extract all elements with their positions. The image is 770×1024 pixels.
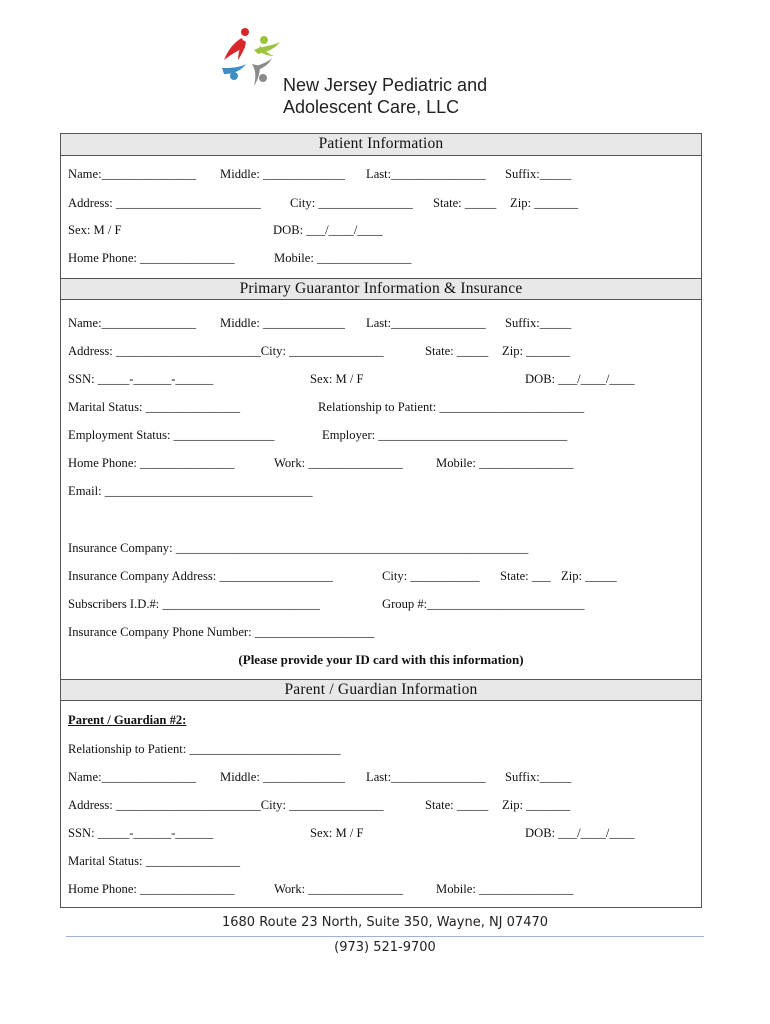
guarantor-phone-row bbox=[61, 454, 701, 472]
guarantor-middle-field[interactable]: Middle: _____________ bbox=[220, 316, 345, 330]
footer-address: 1680 Route 23 North, Suite 350, Wayne, NJ 07470 bbox=[221, 915, 549, 930]
patient-last-field[interactable]: Last:_______________ bbox=[366, 167, 486, 181]
guarantor-last-field[interactable]: Last:_______________ bbox=[366, 316, 486, 330]
parent-marital-row bbox=[61, 852, 701, 870]
insurance-address-row bbox=[61, 567, 701, 585]
guarantor-employment-field[interactable]: Employment Status: ________________ bbox=[68, 428, 275, 442]
guarantor-ssn-field[interactable]: SSN: _____-______-______ bbox=[68, 372, 214, 386]
parent-last-field[interactable]: Last:_______________ bbox=[366, 770, 486, 784]
parent-address-field[interactable]: Address: _______________________City: _______________ bbox=[68, 798, 384, 812]
insurance-state-field[interactable]: State: ___ bbox=[500, 569, 551, 583]
parent-relationship-row bbox=[61, 740, 701, 758]
parent-middle-field[interactable]: Middle: _____________ bbox=[220, 770, 345, 784]
insurance-phone-row bbox=[61, 623, 701, 641]
patient-zip-field[interactable]: Zip: _______ bbox=[510, 196, 579, 210]
parent-home-phone-field[interactable]: Home Phone: _______________ bbox=[68, 882, 235, 896]
section-header-guarantor: Primary Guarantor Information & Insurance bbox=[61, 278, 701, 300]
patient-address-field[interactable]: Address: _______________________ bbox=[68, 196, 261, 210]
section-header-patient: Patient Information bbox=[61, 134, 701, 156]
patient-address-row bbox=[61, 194, 701, 212]
footer-phone: (973) 521-9700 bbox=[334, 940, 436, 955]
parent-ssn-row bbox=[61, 824, 701, 842]
parent-guardian-subtitle: Parent / Guardian #2: bbox=[68, 713, 187, 727]
registration-form bbox=[60, 133, 702, 908]
section-header-parent: Parent / Guardian Information bbox=[61, 679, 701, 701]
parent-name-row bbox=[61, 768, 701, 786]
parent-state-field[interactable]: State: _____ bbox=[425, 798, 489, 812]
guarantor-name-field[interactable]: Name:_______________ bbox=[68, 316, 197, 330]
patient-middle-field[interactable]: Middle: _____________ bbox=[220, 167, 345, 181]
group-number-field[interactable]: Group #:_________________________ bbox=[382, 597, 585, 611]
guarantor-zip-field[interactable]: Zip: _______ bbox=[502, 344, 571, 358]
guarantor-dob-field[interactable]: DOB: ___/____/____ bbox=[525, 372, 635, 386]
footer-divider bbox=[66, 936, 704, 937]
subscriber-id-field[interactable]: Subscribers I.D.#: _________________________ bbox=[68, 597, 320, 611]
patient-sex-row bbox=[61, 221, 701, 239]
guarantor-marital-row bbox=[61, 398, 701, 416]
guarantor-email-row bbox=[61, 482, 701, 500]
parent-suffix-field[interactable]: Suffix:_____ bbox=[505, 770, 572, 784]
patient-state-field[interactable]: State: _____ bbox=[433, 196, 497, 210]
patient-home-phone-field[interactable]: Home Phone: _______________ bbox=[68, 251, 235, 265]
patient-dob-field[interactable]: DOB: ___/____/____ bbox=[273, 223, 383, 237]
patient-mobile-field[interactable]: Mobile: _______________ bbox=[274, 251, 412, 265]
guarantor-home-phone-field[interactable]: Home Phone: _______________ bbox=[68, 456, 235, 470]
patient-suffix-field[interactable]: Suffix:_____ bbox=[505, 167, 572, 181]
insurance-company-row bbox=[61, 539, 701, 557]
parent-mobile-field[interactable]: Mobile: _______________ bbox=[436, 882, 574, 896]
parent-ssn-field[interactable]: SSN: _____-______-______ bbox=[68, 826, 214, 840]
subscriber-row bbox=[61, 595, 701, 613]
guarantor-employer-field[interactable]: Employer: ______________________________ bbox=[322, 428, 568, 442]
guarantor-address-field[interactable]: Address: _______________________City: _______________ bbox=[68, 344, 384, 358]
guarantor-ssn-row bbox=[61, 370, 701, 388]
patient-phone-row bbox=[61, 249, 701, 267]
parent-name-field[interactable]: Name:_______________ bbox=[68, 770, 197, 784]
parent-zip-field[interactable]: Zip: _______ bbox=[502, 798, 571, 812]
id-card-note: (Please provide your ID card with this information) bbox=[238, 652, 524, 667]
guarantor-address-row bbox=[61, 342, 701, 360]
parent-relationship-field[interactable]: Relationship to Patient: ________________________ bbox=[68, 742, 341, 756]
company-name-line1: New Jersey Pediatric and bbox=[283, 75, 488, 95]
guarantor-state-field[interactable]: State: _____ bbox=[425, 344, 489, 358]
parent-work-field[interactable]: Work: _______________ bbox=[274, 882, 403, 896]
parent-address-row bbox=[61, 796, 701, 814]
figures-logo-icon bbox=[218, 24, 288, 94]
insurance-city-field[interactable]: City: ___________ bbox=[382, 569, 480, 583]
guarantor-email-field[interactable]: Email: _________________________________ bbox=[68, 484, 313, 498]
insurance-address-field[interactable]: Insurance Company Address: __________________ bbox=[68, 569, 333, 583]
patient-name-row bbox=[61, 165, 701, 183]
guarantor-employment-row bbox=[61, 426, 701, 444]
insurance-company-field[interactable]: Insurance Company: ________________________________________________________ bbox=[68, 541, 529, 555]
guarantor-name-row bbox=[61, 314, 701, 332]
patient-sex-field[interactable]: Sex: M / F bbox=[68, 223, 122, 237]
patient-city-field[interactable]: City: _______________ bbox=[290, 196, 413, 210]
parent-sex-field[interactable]: Sex: M / F bbox=[310, 826, 364, 840]
guarantor-suffix-field[interactable]: Suffix:_____ bbox=[505, 316, 572, 330]
guarantor-relationship-field[interactable]: Relationship to Patient: _______________________ bbox=[318, 400, 585, 414]
insurance-zip-field[interactable]: Zip: _____ bbox=[561, 569, 617, 583]
patient-name-field[interactable]: Name:_______________ bbox=[68, 167, 197, 181]
guarantor-sex-field[interactable]: Sex: M / F bbox=[310, 372, 364, 386]
parent-phone-row bbox=[61, 880, 701, 898]
guarantor-mobile-field[interactable]: Mobile: _______________ bbox=[436, 456, 574, 470]
insurance-phone-field[interactable]: Insurance Company Phone Number: ___________________ bbox=[68, 625, 375, 639]
company-name bbox=[283, 74, 487, 118]
guarantor-marital-field[interactable]: Marital Status: _______________ bbox=[68, 400, 241, 414]
guarantor-work-field[interactable]: Work: _______________ bbox=[274, 456, 403, 470]
parent-marital-field[interactable]: Marital Status: _______________ bbox=[68, 854, 241, 868]
parent-dob-field[interactable]: DOB: ___/____/____ bbox=[525, 826, 635, 840]
company-name-line2: Adolescent Care, LLC bbox=[283, 97, 460, 117]
